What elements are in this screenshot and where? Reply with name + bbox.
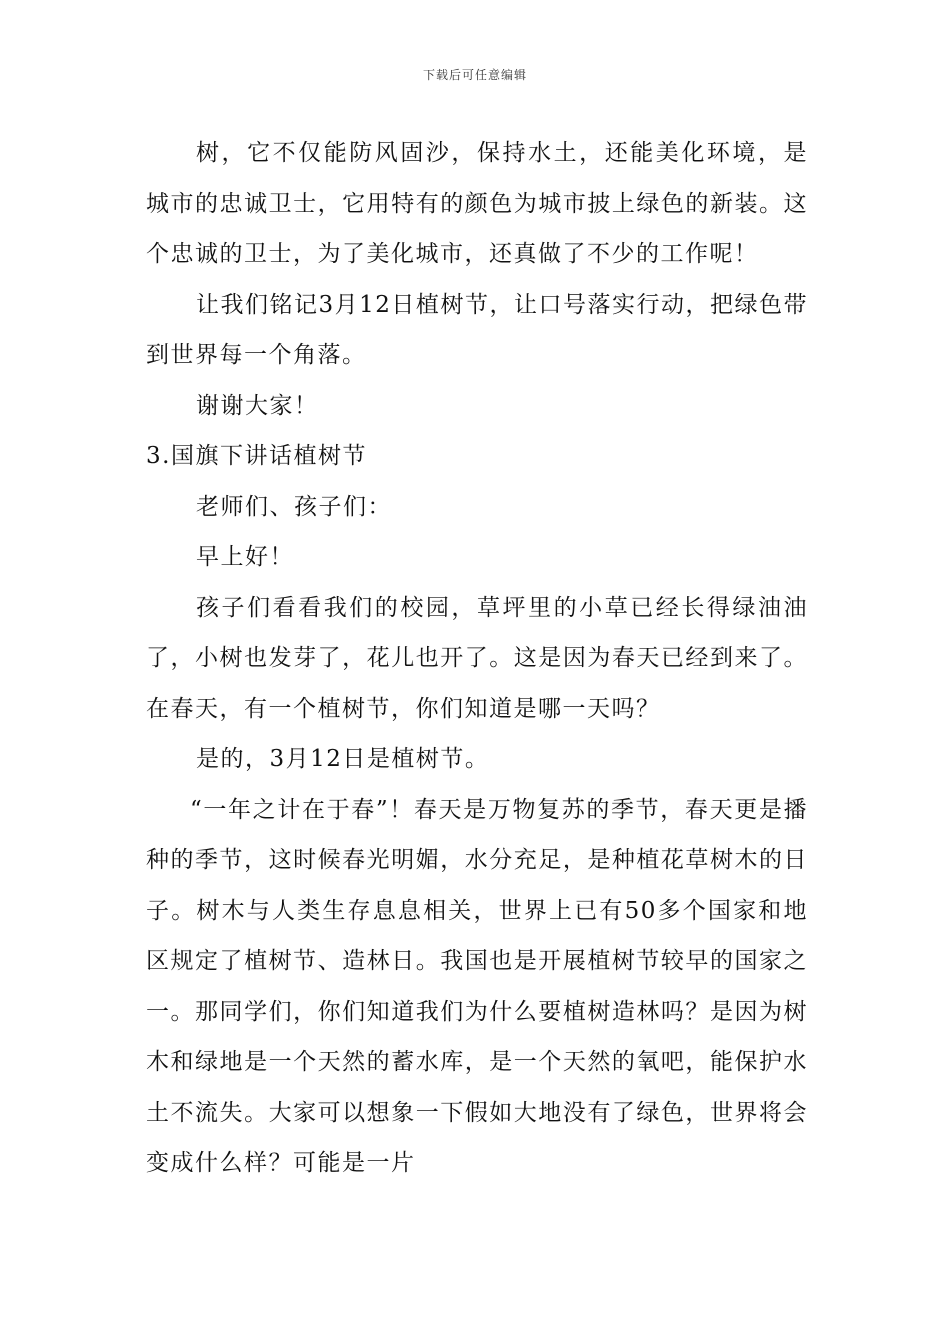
paragraph-good-morning: 早上好！ [196, 544, 294, 570]
paragraph-campus-spring: 孩子们看看我们的校园，草坪里的小草已经长得绿油油了，小树也发芽了，花儿也开了。这是因为春天已经到来了。在春天，有一个植树节，你们知道是哪一天吗？ [146, 594, 808, 722]
paragraph-trees-guardian: 树，它不仅能防风固沙，保持水土，还能美化环境，是城市的忠诚卫士，它用特有的颜色为城市披上绿色的新装。这个忠诚的卫士，为了美化城市，还真做了不少的工作呢！ [146, 140, 808, 267]
paragraph-greeting-audience: 老师们、孩子们： [196, 493, 392, 520]
section-heading: 3.国旗下讲话植树节 [146, 443, 367, 469]
document-body [146, 128, 808, 1189]
paragraph-arbor-day-date: 是的，3月12日是植树节。 [196, 746, 490, 772]
page-header: 下载后可任意编辑 [422, 68, 527, 82]
paragraph-thanks: 谢谢大家！ [196, 392, 319, 419]
paragraph-remember-arbor-day: 让我们铭记3月12日植树节，让口号落实行动，把绿色带到世界每一个角落。 [146, 291, 808, 368]
paragraph-why-plant-trees: “一年之计在于春”！春天是万物复苏的季节，春天更是播种的季节，这时候春光明媚，水分充足，是种植花草树木的日子。树木与人类生存息息相关，世界上已有50多个国家和地区规定了植树节、造林日。我国也是开展植树节较早的国家之一。那同学们，你们知道我们为什么要植树造林吗？是因为树木和绿地是一个天然的蓄水库，是一个天然的氧吧，能保护水土不流失。大家可以想象一下假如大地没有了绿色，世界将会变成什么样？可能是一片 [146, 796, 808, 1176]
